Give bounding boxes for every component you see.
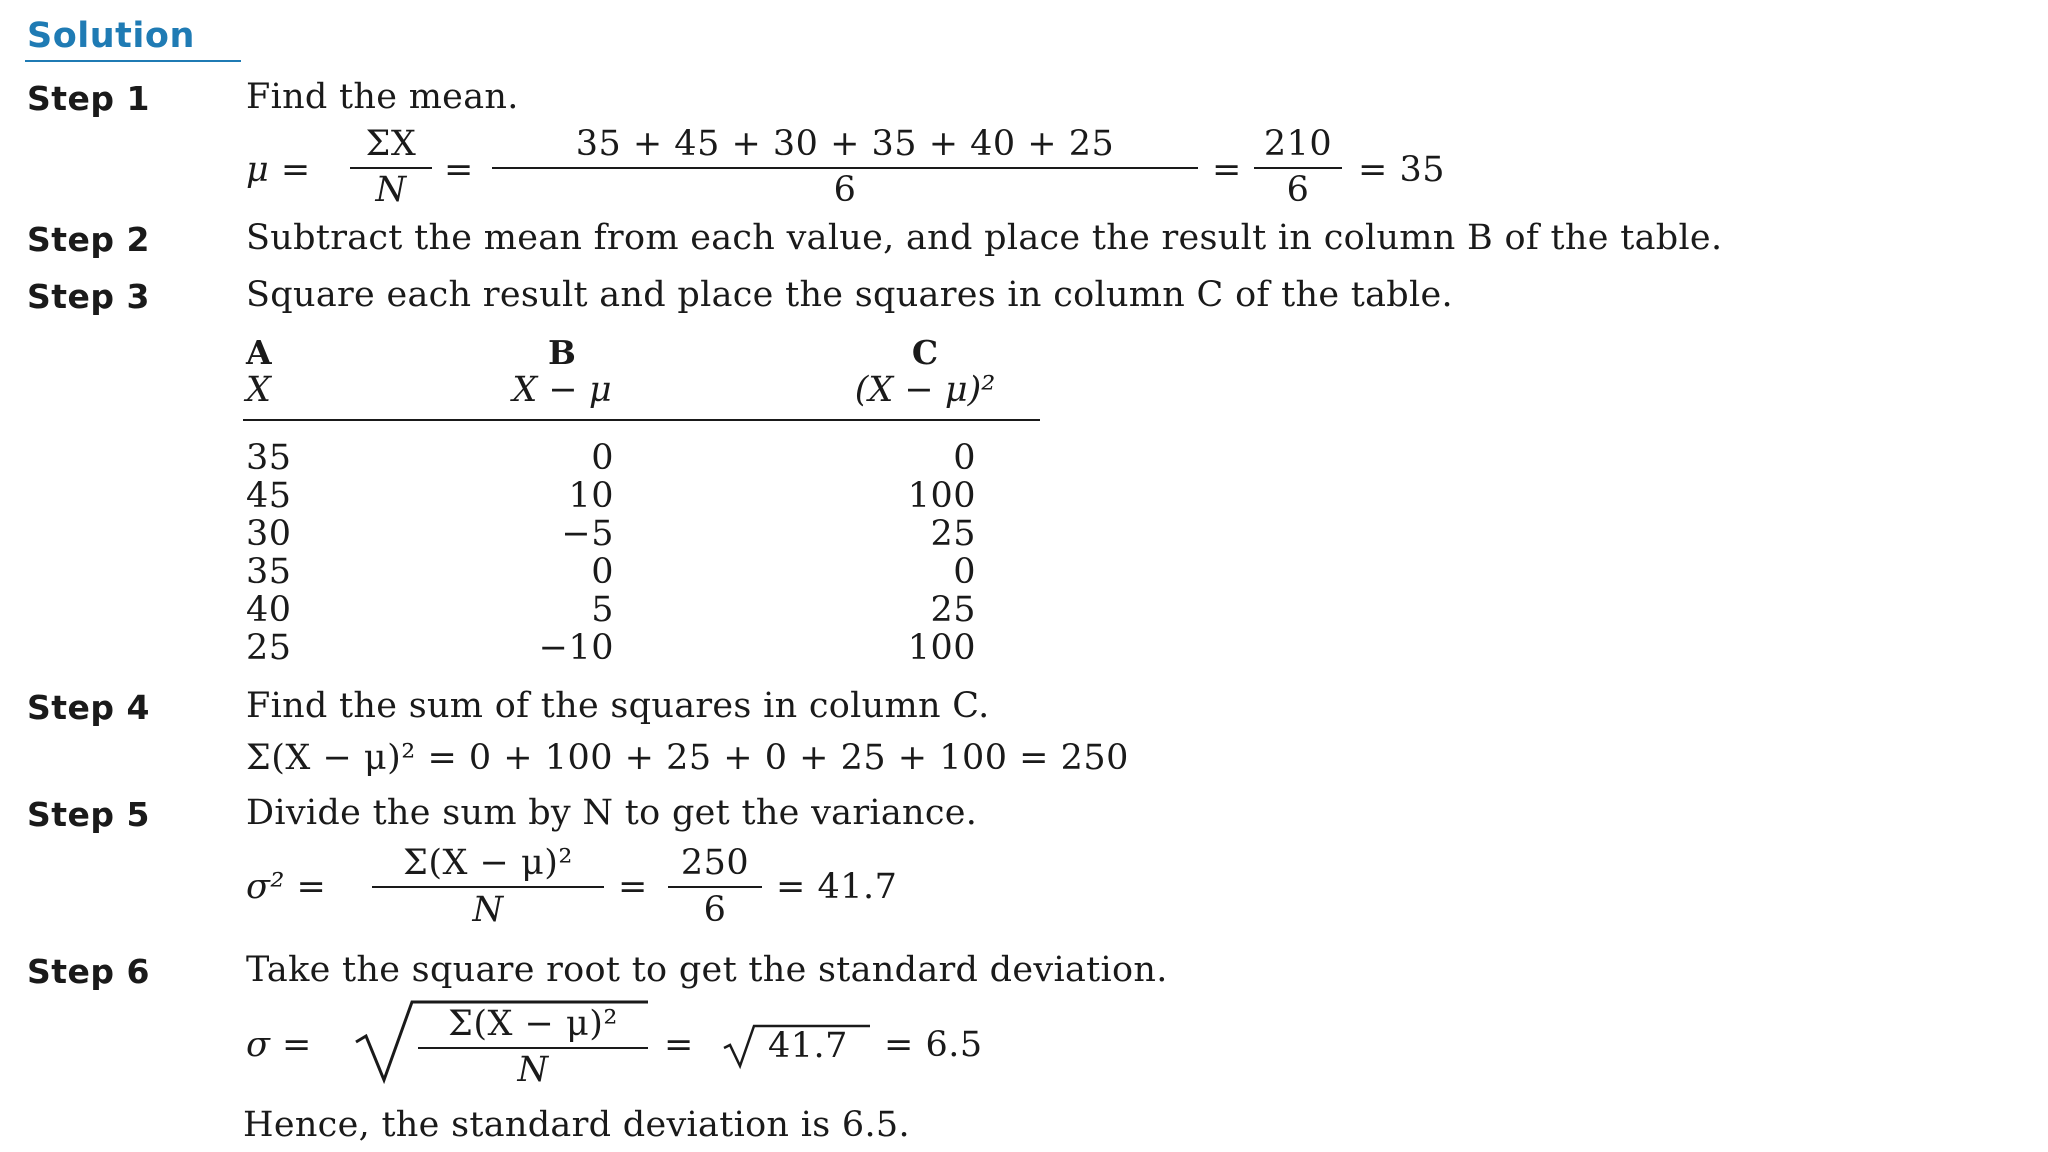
step-1-label: Step 1: [27, 79, 150, 118]
col-a-expr: X: [246, 370, 271, 410]
step-2-text: Subtract the mean from each value, and place the result in column B of the table.: [246, 218, 1723, 258]
mean-frac3-bar: [1254, 167, 1342, 169]
sd-frac-bar: [418, 1047, 648, 1049]
sd-lhs: σ =: [246, 1025, 312, 1065]
col-c-letter: C: [911, 333, 939, 372]
mean-eq1: =: [444, 150, 474, 190]
sd-eq1: =: [664, 1025, 694, 1065]
table-cell-b1: 0: [591, 438, 614, 478]
table-cell-b5: 5: [591, 590, 614, 630]
mean-frac2-denominator: 6: [833, 170, 857, 210]
table-cell-b4: 0: [591, 552, 614, 592]
table-cell-c6: 100: [907, 628, 976, 668]
mean-eq2: =: [1212, 150, 1242, 190]
col-b-expr: X − μ: [512, 370, 612, 410]
step-6-label: Step 6: [27, 952, 150, 991]
table-cell-b2: 10: [568, 476, 614, 516]
variance-frac2-denominator: 6: [703, 890, 727, 930]
table-cell-a2: 45: [246, 476, 292, 516]
sum-of-squares-formula: Σ(X − μ)² = 0 + 100 + 25 + 0 + 25 + 100 = 250: [246, 738, 1129, 778]
step-4-text: Find the sum of the squares in column C.: [246, 686, 990, 726]
table-cell-a3: 30: [246, 514, 292, 554]
step-4-label: Step 4: [27, 688, 150, 727]
table-cell-a4: 35: [246, 552, 292, 592]
variance-result: = 41.7: [776, 867, 898, 907]
table-cell-c1: 0: [953, 438, 976, 478]
step-3-text: Square each result and place the squares in column C of the table.: [246, 275, 1453, 315]
variance-lhs: σ² =: [246, 867, 327, 907]
variance-frac1-denominator: N: [472, 890, 504, 930]
table-cell-b3: −5: [561, 514, 614, 554]
variance-frac1-bar: [372, 886, 604, 888]
table-cell-a5: 40: [246, 590, 292, 630]
mean-frac2-bar: [492, 167, 1198, 169]
mean-result: = 35: [1358, 150, 1445, 190]
variance-frac2-numerator: 250: [680, 843, 750, 883]
sd-radicand: 41.7: [768, 1026, 848, 1066]
step-1-text: Find the mean.: [246, 77, 519, 117]
table-cell-c3: 25: [930, 514, 976, 554]
step-5-text: Divide the sum by N to get the variance.: [246, 793, 978, 833]
step-3-label: Step 3: [27, 277, 150, 316]
table-cell-b6: −10: [538, 628, 614, 668]
col-a-letter: A: [246, 333, 272, 372]
table-header-rule: [243, 419, 1040, 421]
mean-frac3-denominator: 6: [1286, 170, 1310, 210]
mean-frac2-numerator: 35 + 45 + 30 + 35 + 40 + 25: [575, 124, 1115, 164]
solution-heading-underline: [25, 60, 241, 62]
conclusion-text: Hence, the standard deviation is 6.5.: [243, 1105, 910, 1145]
col-b-letter: B: [548, 333, 576, 372]
table-cell-c4: 0: [953, 552, 976, 592]
step-5-label: Step 5: [27, 795, 150, 834]
mean-lhs: μ =: [246, 150, 311, 190]
mean-frac1-bar: [350, 167, 432, 169]
variance-frac1-numerator: Σ(X − μ)²: [403, 843, 573, 883]
step-2-label: Step 2: [27, 220, 150, 259]
sd-result: = 6.5: [884, 1025, 983, 1065]
solution-heading: Solution: [27, 16, 195, 56]
variance-eq1: =: [618, 867, 648, 907]
table-cell-c2: 100: [907, 476, 976, 516]
sd-frac-numerator: Σ(X − μ)²: [448, 1004, 618, 1044]
sd-frac-denominator: N: [517, 1050, 549, 1090]
variance-frac2-bar: [668, 886, 762, 888]
step-6-text: Take the square root to get the standard deviation.: [246, 950, 1168, 990]
mean-frac1-denominator: N: [375, 170, 407, 210]
col-c-expr: (X − μ)²: [854, 370, 996, 410]
mean-frac1-numerator: ΣX: [365, 124, 417, 164]
mean-frac3-numerator: 210: [1263, 124, 1333, 164]
table-cell-c5: 25: [930, 590, 976, 630]
table-cell-a6: 25: [246, 628, 292, 668]
table-cell-a1: 35: [246, 438, 292, 478]
